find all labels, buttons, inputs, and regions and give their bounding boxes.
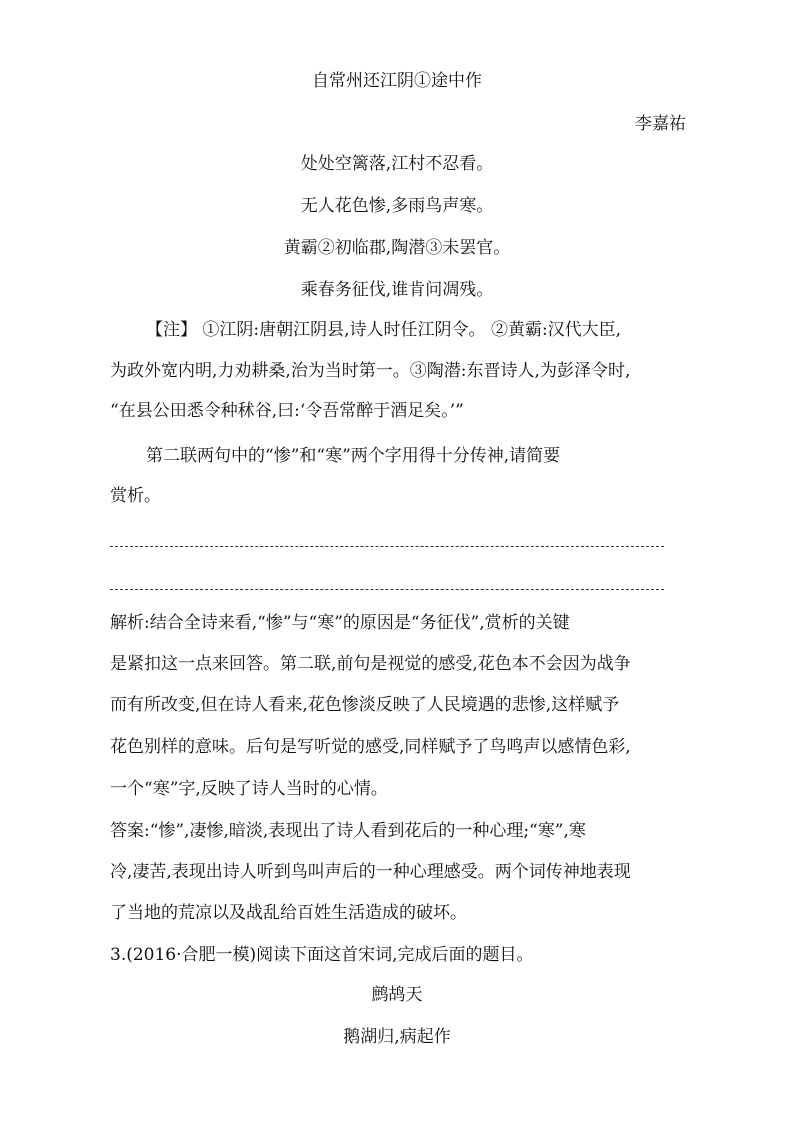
answer-line: 了当地的荒凉以及战乱给百姓生活造成的破坏。 — [110, 903, 467, 923]
analysis-line: 解析:结合全诗来看,“惨”与“寒”的原因是“务征伐”,赏析的关键 — [110, 613, 570, 633]
poem-verse: 乘春务征伐,谁肯问凋残。 — [300, 280, 494, 300]
analysis-line: 花色别样的意味。后句是写听觉的感受,同样赋予了鸟鸣声以感情色彩, — [110, 737, 631, 757]
question-line: 第二联两句中的“惨”和“寒”两个字用得十分传神,请简要 — [146, 446, 561, 466]
annotation-line: 【注】 ①江阴:唐朝江阴县,诗人时任江阴令。 ②黄霸:汉代大臣, — [146, 320, 622, 340]
poem-subtitle: 鹅湖归,病起作 — [343, 1027, 451, 1047]
question-line: 赏析。 — [110, 486, 161, 506]
poem-title: 鹧鸪天 — [371, 985, 423, 1005]
poem-author: 李嘉祐 — [635, 114, 686, 134]
poem-verse: 无人花色惨,多雨鸟声寒。 — [300, 196, 494, 216]
answer-blank-line — [110, 589, 664, 590]
analysis-line: 而有所改变,但在诗人看来,花色惨淡反映了人民境遇的悲惨,这样赋予 — [110, 695, 620, 715]
analysis-line: 是紧扣这一点来回答。第二联,前句是视觉的感受,花色本不会因为战争 — [110, 654, 631, 674]
poem-title: 自常州还江阴①途中作 — [312, 71, 482, 91]
answer-line: 答案:“惨”,凄惨,暗淡,表现出了诗人看到花后的一种心理;“寒”,寒 — [110, 821, 586, 841]
poem-verse: 处处空篱落,江村不忍看。 — [300, 154, 494, 174]
analysis-line: 一个“寒”字,反映了诗人当时的心情。 — [110, 779, 388, 799]
problem-heading: 3.(2016·合肥一模)阅读下面这首宋词,完成后面的题目。 — [110, 945, 534, 965]
answer-blank-line — [110, 546, 664, 547]
annotation-line: 为政外宽内明,力劝耕桑,治为当时第一。③陶潜:东晋诗人,为彭泽令时, — [110, 361, 631, 381]
answer-line: 冷,凄苦,表现出诗人听到鸟叫声后的一种心理感受。两个词传神地表现 — [110, 862, 631, 882]
poem-verse: 黄霸②初临郡,陶潜③未罢官。 — [283, 238, 511, 258]
annotation-line: “在县公田悉令种秫谷,曰:‘令吾常醉于酒足矣。’” — [110, 401, 464, 421]
